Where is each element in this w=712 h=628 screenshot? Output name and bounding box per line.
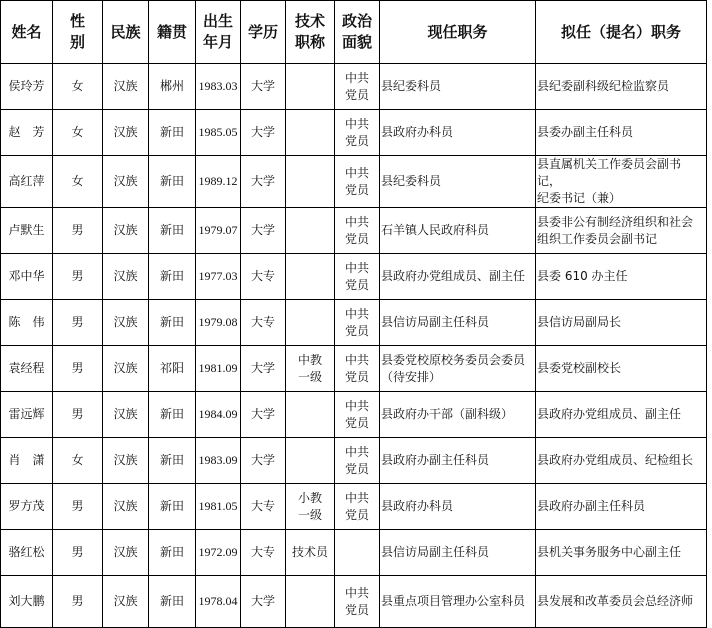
cell-ethnicity: 汉族 bbox=[103, 110, 149, 156]
cell-education: 大学 bbox=[241, 208, 286, 254]
cell-ethnicity: 汉族 bbox=[103, 484, 149, 530]
cell-name: 陈 伟 bbox=[1, 300, 53, 346]
cell-birth: 1983.09 bbox=[196, 438, 241, 484]
cell-proposed-position bbox=[536, 64, 707, 110]
cell-proposed-position-line: 纪委书记（兼） bbox=[537, 191, 622, 205]
cell-political-status-line: 中共 bbox=[344, 444, 369, 459]
cell-education: 大学 bbox=[241, 110, 286, 156]
cell-proposed-position bbox=[536, 484, 707, 530]
cell-birth: 1978.04 bbox=[196, 576, 241, 628]
cell-ethnicity: 汉族 bbox=[103, 156, 149, 208]
cell-origin: 新田 bbox=[149, 438, 196, 484]
cell-name: 刘大鹏 bbox=[1, 576, 53, 628]
cell-current-position: 县纪委科员 bbox=[380, 64, 536, 110]
cell-proposed-position bbox=[536, 208, 707, 254]
cell-political-status-line: 中共 bbox=[344, 70, 369, 85]
cell-gender: 女 bbox=[53, 156, 103, 208]
table-row bbox=[1, 208, 707, 254]
cell-proposed-position-line: 县委 610 办主任 bbox=[537, 269, 628, 283]
cell-education: 大专 bbox=[241, 484, 286, 530]
cell-political-status-line: 中共 bbox=[344, 306, 369, 321]
cell-tech-title-line: 技术员 bbox=[291, 545, 328, 559]
cell-gender: 男 bbox=[53, 484, 103, 530]
cell-tech-title bbox=[286, 64, 335, 110]
cell-proposed-position-line: 县委办副主任科员 bbox=[537, 125, 634, 139]
cell-proposed-position bbox=[536, 576, 707, 628]
cell-tech-title bbox=[286, 156, 335, 208]
cell-political-status-line: 中共 bbox=[344, 214, 369, 229]
cell-origin: 新田 bbox=[149, 208, 196, 254]
cell-proposed-position-line: 县发展和改革委员会总经济师 bbox=[537, 594, 694, 608]
cell-education: 大专 bbox=[241, 254, 286, 300]
cell-political-status bbox=[335, 484, 380, 530]
cell-political-status bbox=[335, 64, 380, 110]
cell-tech-title bbox=[286, 208, 335, 254]
cell-ethnicity: 汉族 bbox=[103, 64, 149, 110]
cell-origin: 新田 bbox=[149, 254, 196, 300]
cell-education: 大学 bbox=[241, 392, 286, 438]
cell-political-status-line: 党员 bbox=[344, 602, 369, 617]
cell-political-status bbox=[335, 530, 380, 576]
cell-proposed-position-line: 县政府办副主任科员 bbox=[537, 499, 646, 513]
cell-origin: 新田 bbox=[149, 156, 196, 208]
cell-origin: 新田 bbox=[149, 484, 196, 530]
cell-birth: 1981.05 bbox=[196, 484, 241, 530]
cell-political-status bbox=[335, 208, 380, 254]
cell-proposed-position bbox=[536, 156, 707, 208]
table-row bbox=[1, 530, 707, 576]
cell-proposed-position bbox=[536, 110, 707, 156]
cell-current-position: 县政府办科员 bbox=[380, 484, 536, 530]
cell-gender: 男 bbox=[53, 576, 103, 628]
cell-ethnicity: 汉族 bbox=[103, 254, 149, 300]
header-education: 学历 bbox=[241, 1, 286, 64]
cell-current-position: 县政府办副主任科员 bbox=[380, 438, 536, 484]
cell-political-status bbox=[335, 346, 380, 392]
table-row bbox=[1, 300, 707, 346]
header-ethnicity: 民族 bbox=[103, 1, 149, 64]
cell-political-status-line: 中共 bbox=[344, 585, 369, 600]
cell-political-status-line: 党员 bbox=[344, 133, 369, 148]
cell-name: 赵 芳 bbox=[1, 110, 53, 156]
header-gender: 性 别 bbox=[53, 1, 103, 64]
cell-birth: 1983.03 bbox=[196, 64, 241, 110]
cell-political-status bbox=[335, 576, 380, 628]
cell-origin: 郴州 bbox=[149, 64, 196, 110]
cell-proposed-position bbox=[536, 346, 707, 392]
cell-ethnicity: 汉族 bbox=[103, 438, 149, 484]
cell-origin: 新田 bbox=[149, 110, 196, 156]
table-row bbox=[1, 254, 707, 300]
cell-tech-title bbox=[286, 300, 335, 346]
cell-political-status-line: 中共 bbox=[344, 352, 369, 367]
cell-political-status bbox=[335, 254, 380, 300]
cell-political-status bbox=[335, 438, 380, 484]
cell-proposed-position-line: 县委非公有制经济组织和社会 bbox=[537, 214, 694, 229]
cell-name: 高红萍 bbox=[1, 156, 53, 208]
cell-education: 大学 bbox=[241, 576, 286, 628]
cell-political-status-line: 中共 bbox=[344, 116, 369, 131]
cell-education: 大学 bbox=[241, 438, 286, 484]
cell-current-position: 县重点项目管理办公室科员 bbox=[380, 576, 536, 628]
cell-current-position: 县纪委科员 bbox=[380, 156, 536, 208]
cell-origin: 新田 bbox=[149, 576, 196, 628]
cell-tech-title bbox=[286, 110, 335, 156]
header-birth: 出生 年月 bbox=[196, 1, 241, 64]
cell-ethnicity: 汉族 bbox=[103, 392, 149, 438]
cell-proposed-position bbox=[536, 300, 707, 346]
cell-birth: 1972.09 bbox=[196, 530, 241, 576]
cell-political-status bbox=[335, 156, 380, 208]
header-row bbox=[1, 1, 707, 64]
header-current-position: 现任职务 bbox=[380, 1, 536, 64]
cell-proposed-position-line: 县信访局副局长 bbox=[537, 315, 622, 329]
cell-tech-title bbox=[286, 254, 335, 300]
cell-education: 大学 bbox=[241, 156, 286, 208]
cell-proposed-position-line: 组织工作委员会副书记 bbox=[537, 231, 658, 246]
cell-name: 罗方茂 bbox=[1, 484, 53, 530]
header-tech-title: 技术 职称 bbox=[286, 1, 335, 64]
cell-current-position: 县委党校原校务委员会委员（待安排） bbox=[380, 346, 536, 392]
cell-ethnicity: 汉族 bbox=[103, 208, 149, 254]
cell-gender: 男 bbox=[53, 254, 103, 300]
cell-political-status-line: 党员 bbox=[344, 231, 369, 246]
cell-birth: 1977.03 bbox=[196, 254, 241, 300]
cell-tech-title-line: 小教 bbox=[297, 490, 322, 505]
cell-tech-title bbox=[286, 530, 335, 576]
cell-proposed-position-line: 县直属机关工作委员会副书记， bbox=[537, 157, 682, 188]
cell-proposed-position-line: 县政府办党组成员、副主任 bbox=[537, 407, 682, 421]
cell-political-status-line: 党员 bbox=[344, 87, 369, 102]
cell-proposed-position-line: 县纪委副科级纪检监察员 bbox=[537, 79, 670, 93]
cell-gender: 男 bbox=[53, 208, 103, 254]
cell-birth: 1981.09 bbox=[196, 346, 241, 392]
cell-current-position: 县政府办干部（副科级） bbox=[380, 392, 536, 438]
cell-current-position: 石羊镇人民政府科员 bbox=[380, 208, 536, 254]
table-row bbox=[1, 576, 707, 628]
cell-political-status bbox=[335, 110, 380, 156]
cell-current-position: 县信访局副主任科员 bbox=[380, 300, 536, 346]
cell-ethnicity: 汉族 bbox=[103, 346, 149, 392]
cell-current-position: 县信访局副主任科员 bbox=[380, 530, 536, 576]
table-row bbox=[1, 156, 707, 208]
table-row bbox=[1, 438, 707, 484]
header-proposed-position: 拟任（提名）职务 bbox=[536, 1, 707, 64]
cell-proposed-position bbox=[536, 254, 707, 300]
cell-origin: 新田 bbox=[149, 530, 196, 576]
cell-ethnicity: 汉族 bbox=[103, 300, 149, 346]
cell-political-status bbox=[335, 392, 380, 438]
cell-proposed-position bbox=[536, 392, 707, 438]
cell-political-status-line: 党员 bbox=[344, 182, 369, 197]
cell-name: 肖 潇 bbox=[1, 438, 53, 484]
cell-origin: 新田 bbox=[149, 300, 196, 346]
cell-name: 雷远辉 bbox=[1, 392, 53, 438]
cell-proposed-position-line: 县委党校副校长 bbox=[537, 361, 622, 375]
cell-tech-title bbox=[286, 438, 335, 484]
cell-ethnicity: 汉族 bbox=[103, 530, 149, 576]
cell-origin: 祁阳 bbox=[149, 346, 196, 392]
cell-birth: 1989.12 bbox=[196, 156, 241, 208]
cell-proposed-position bbox=[536, 530, 707, 576]
cell-tech-title bbox=[286, 576, 335, 628]
cell-gender: 男 bbox=[53, 346, 103, 392]
cell-name: 卢默生 bbox=[1, 208, 53, 254]
cell-name: 邓中华 bbox=[1, 254, 53, 300]
cell-political-status-line: 中共 bbox=[344, 398, 369, 413]
cell-tech-title bbox=[286, 392, 335, 438]
cell-education: 大专 bbox=[241, 300, 286, 346]
cell-gender: 女 bbox=[53, 110, 103, 156]
cell-political-status-line: 中共 bbox=[344, 260, 369, 275]
cell-current-position: 县政府办科员 bbox=[380, 110, 536, 156]
cell-political-status-line: 党员 bbox=[344, 323, 369, 338]
cell-proposed-position-line: 县机关事务服务中心副主任 bbox=[537, 545, 682, 559]
cell-current-position: 县政府办党组成员、副主任 bbox=[380, 254, 536, 300]
cell-political-status-line: 中共 bbox=[344, 490, 369, 505]
table-row bbox=[1, 392, 707, 438]
cell-political-status-line: 党员 bbox=[344, 415, 369, 430]
cell-name: 侯玲芳 bbox=[1, 64, 53, 110]
cell-tech-title-line: 一级 bbox=[297, 369, 322, 384]
cell-ethnicity: 汉族 bbox=[103, 576, 149, 628]
table-row bbox=[1, 110, 707, 156]
cell-birth: 1979.08 bbox=[196, 300, 241, 346]
cell-political-status-line: 党员 bbox=[344, 277, 369, 292]
cell-proposed-position-line: 县政府办党组成员、纪检组长 bbox=[537, 453, 694, 467]
cell-political-status-line: 党员 bbox=[344, 507, 369, 522]
table-body bbox=[1, 64, 707, 628]
cell-gender: 女 bbox=[53, 64, 103, 110]
header-name: 姓名 bbox=[1, 1, 53, 64]
cell-political-status-line: 党员 bbox=[344, 369, 369, 384]
cell-tech-title-line: 中教 bbox=[297, 352, 322, 367]
cell-origin: 新田 bbox=[149, 392, 196, 438]
cell-birth: 1979.07 bbox=[196, 208, 241, 254]
cell-education: 大学 bbox=[241, 64, 286, 110]
cell-tech-title-line: 一级 bbox=[297, 507, 322, 522]
header-origin: 籍贯 bbox=[149, 1, 196, 64]
cell-tech-title bbox=[286, 484, 335, 530]
cell-name: 袁经程 bbox=[1, 346, 53, 392]
cell-birth: 1984.09 bbox=[196, 392, 241, 438]
cell-gender: 男 bbox=[53, 530, 103, 576]
cell-political-status-line: 中共 bbox=[344, 165, 369, 180]
cell-birth: 1985.05 bbox=[196, 110, 241, 156]
cell-political-status bbox=[335, 300, 380, 346]
cell-education: 大专 bbox=[241, 530, 286, 576]
table-row bbox=[1, 346, 707, 392]
cell-proposed-position bbox=[536, 438, 707, 484]
table-row bbox=[1, 64, 707, 110]
cell-gender: 女 bbox=[53, 438, 103, 484]
cell-gender: 男 bbox=[53, 300, 103, 346]
cell-tech-title bbox=[286, 346, 335, 392]
cell-name: 骆红松 bbox=[1, 530, 53, 576]
table-row bbox=[1, 484, 707, 530]
header-political-status: 政治 面貌 bbox=[335, 1, 380, 64]
cell-gender: 男 bbox=[53, 392, 103, 438]
cell-political-status-line: 党员 bbox=[344, 461, 369, 476]
cell-education: 大学 bbox=[241, 346, 286, 392]
